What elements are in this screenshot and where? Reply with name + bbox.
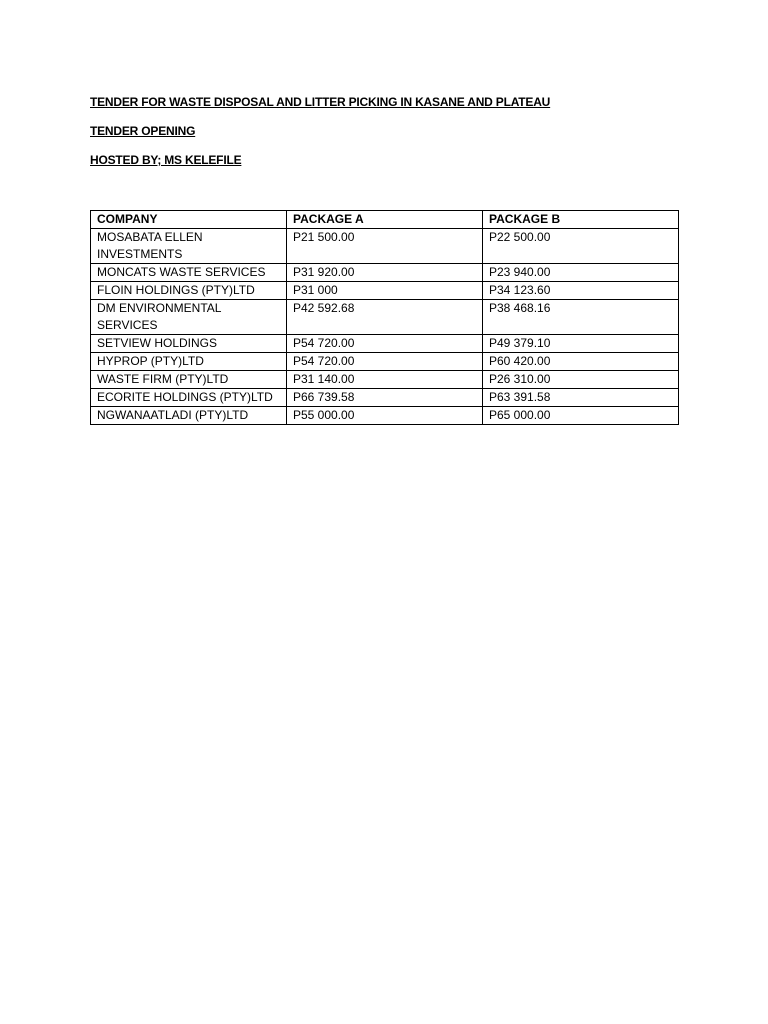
header-package-a: PACKAGE A xyxy=(287,211,483,229)
header-company: COMPANY xyxy=(91,211,287,229)
table-row xyxy=(91,371,679,389)
table-row xyxy=(91,300,679,335)
package-b-cell: P65 000.00 xyxy=(483,407,679,425)
package-a-cell: P42 592.68 xyxy=(287,300,483,335)
package-a-cell: P66 739.58 xyxy=(287,389,483,407)
table-row xyxy=(91,335,679,353)
package-b-cell: P63 391.58 xyxy=(483,389,679,407)
company-cell: MONCATS WASTE SERVICES xyxy=(91,264,287,282)
package-a-cell: P31 140.00 xyxy=(287,371,483,389)
table-row xyxy=(91,353,679,371)
header-package-b: PACKAGE B xyxy=(483,211,679,229)
package-a-cell: P55 000.00 xyxy=(287,407,483,425)
company-cell: MOSABATA ELLEN INVESTMENTS xyxy=(91,229,287,264)
table-row xyxy=(91,407,679,425)
table-row xyxy=(91,229,679,264)
table-row xyxy=(91,389,679,407)
document-subtitle: TENDER OPENING xyxy=(90,124,196,138)
company-cell: NGWANAATLADI (PTY)LTD xyxy=(91,407,287,425)
tender-bids-table xyxy=(90,210,679,425)
package-a-cell: P54 720.00 xyxy=(287,353,483,371)
table-header-row xyxy=(91,211,679,229)
package-b-cell: P26 310.00 xyxy=(483,371,679,389)
company-cell: DM ENVIRONMENTAL SERVICES xyxy=(91,300,287,335)
company-cell: SETVIEW HOLDINGS xyxy=(91,335,287,353)
company-cell: FLOIN HOLDINGS (PTY)LTD xyxy=(91,282,287,300)
package-a-cell: P31 920.00 xyxy=(287,264,483,282)
package-b-cell: P60 420.00 xyxy=(483,353,679,371)
document-host: HOSTED BY; MS KELEFILE xyxy=(90,153,242,167)
package-a-cell: P21 500.00 xyxy=(287,229,483,264)
package-b-cell: P23 940.00 xyxy=(483,264,679,282)
package-b-cell: P34 123.60 xyxy=(483,282,679,300)
package-b-cell: P49 379.10 xyxy=(483,335,679,353)
package-a-cell: P31 000 xyxy=(287,282,483,300)
company-cell: WASTE FIRM (PTY)LTD xyxy=(91,371,287,389)
package-a-cell: P54 720.00 xyxy=(287,335,483,353)
package-b-cell: P38 468.16 xyxy=(483,300,679,335)
document-title: TENDER FOR WASTE DISPOSAL AND LITTER PICKING IN KASANE AND PLATEAU xyxy=(90,95,551,109)
company-cell: ECORITE HOLDINGS (PTY)LTD xyxy=(91,389,287,407)
package-b-cell: P22 500.00 xyxy=(483,229,679,264)
table-row xyxy=(91,264,679,282)
table-row xyxy=(91,282,679,300)
company-cell: HYPROP (PTY)LTD xyxy=(91,353,287,371)
